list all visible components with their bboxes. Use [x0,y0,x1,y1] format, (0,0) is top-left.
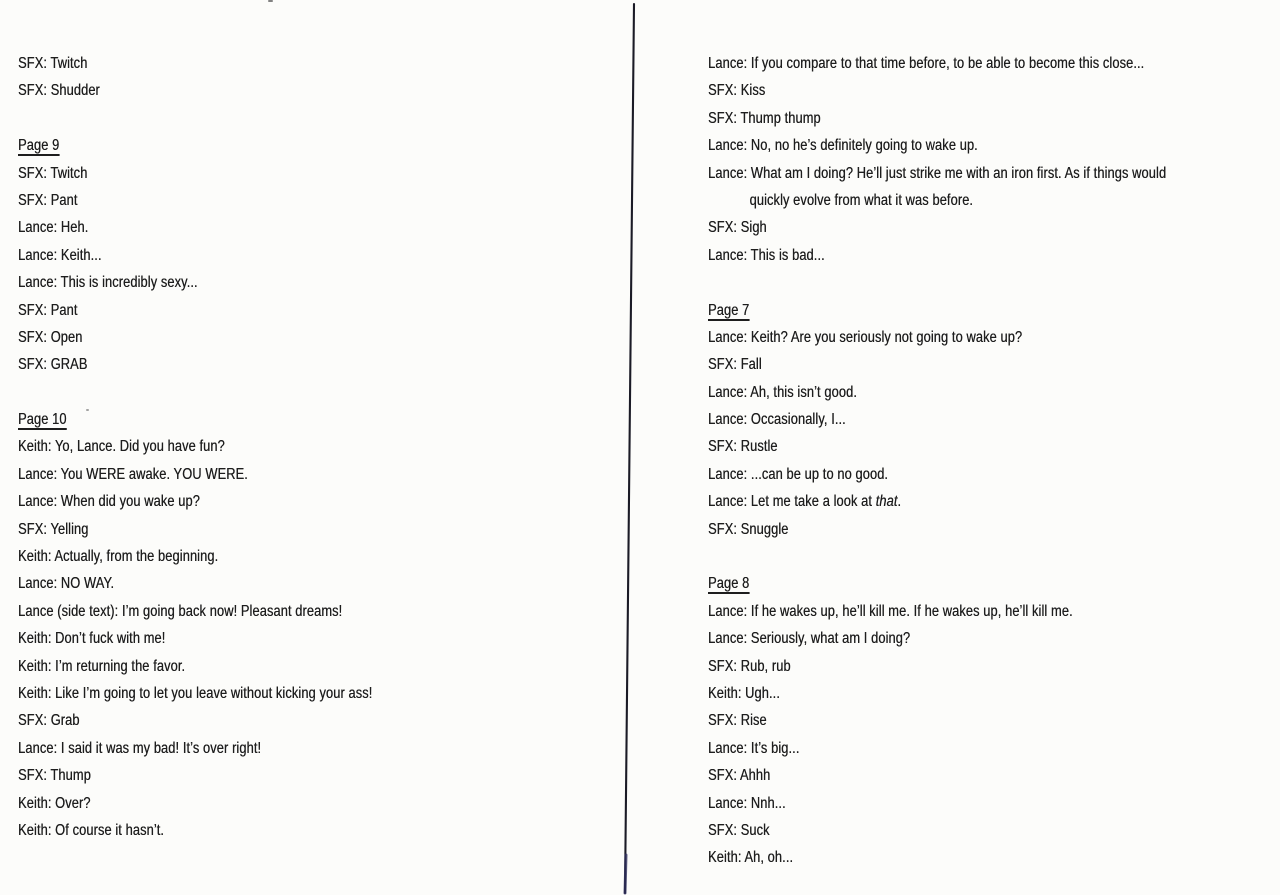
line-text: Keith: Of course it hasn’t. [18,821,164,839]
script-line [708,433,1166,460]
script-line [18,625,372,652]
script-line [18,77,372,104]
line-text: Lance (side text): I’m going back now! Pleasant dreams! [18,602,343,620]
line-text: SFX: Fall [708,356,762,374]
script-line [18,187,372,214]
line-text: SFX: Suck [708,821,770,839]
line-text: SFX: Snuggle [708,520,789,538]
italic-text: that [875,493,898,511]
script-line [708,680,1166,707]
line-text: Lance: If you compare to that time before, to be able to become this close... [708,55,1145,72]
script-line [708,844,1166,871]
line-text: Lance: Heh. [18,219,89,237]
line-text: SFX: Rub, rub [708,657,791,675]
script-line [18,461,372,488]
line-text: Lance: You WERE awake. YOU WERE. [18,465,248,483]
line-text: SFX: Open [18,328,83,346]
line-text: Page 9 [18,137,60,155]
line-text: SFX: Ahhh [708,767,771,785]
line-text: Lance: I said it was my bad! It’s over right! [18,739,262,757]
line-text: Lance: NO WAY. [18,575,115,593]
line-text: Keith: Don’t fuck with me! [18,630,166,648]
line-text: Lance: No, no he’s definitely going to wake up. [708,137,978,155]
line-text: Lance: If he wakes up, he’ll kill me. If he wakes up, he’ll kill me. [708,602,1073,620]
text-segment: Lance: Let me take a look at [708,493,876,511]
script-line [708,817,1166,844]
line-text: Keith: Actually, from the beginning. [18,548,219,566]
line-text: Keith: I’m returning the favor. [18,657,186,675]
script-line [708,160,1166,187]
line-text: quickly evolve from what it was before. [749,191,973,209]
line-text: Keith: Ugh... [708,684,780,702]
script-line [708,653,1166,680]
script-line [708,488,1166,515]
script-line [708,406,1166,433]
script-line [18,817,372,844]
script-line [708,790,1166,817]
line-text: Lance: ...can be up to no good. [708,465,888,483]
line-text: Lance: It’s big... [708,739,800,757]
script-line [18,707,372,734]
line-text: Page 10 [18,411,67,429]
script-line [18,433,372,460]
script-line [708,735,1166,762]
script-line [18,570,372,597]
blank-line [708,543,1166,570]
script-line [18,762,372,789]
script-line [708,132,1166,159]
line-text: Lance: Keith? Are you seriously not going to wake up? [708,328,1023,346]
text-segment: . [897,493,902,511]
script-line [18,269,372,296]
line-text: Lance: This is incredibly sexy... [18,274,198,292]
line-text: SFX: Thump thump [708,109,821,127]
line-text: SFX: Sigh [708,219,767,237]
scan-speck [86,409,89,411]
page-header [18,406,372,433]
scan-speck [268,0,273,2]
line-text: SFX: Rise [708,712,767,730]
script-line [708,105,1166,132]
script-line [708,379,1166,406]
line-text: SFX: Grab [18,712,80,730]
blank-line [18,379,372,406]
script-line [708,214,1166,241]
script-line [708,707,1166,734]
script-line [708,461,1166,488]
script-line [708,351,1166,378]
line-text: Lance: Seriously, what am I doing? [708,630,911,648]
line-text: Keith: Like I’m going to let you leave without kicking your ass! [18,684,373,702]
line-text: Lance: Keith... [18,246,102,264]
script-line [18,680,372,707]
script-line [708,187,1166,214]
blank-line [18,105,372,132]
line-text: SFX: Pant [18,301,78,319]
script-line [18,214,372,241]
line-text: Lance: Occasionally, I... [708,411,846,429]
script-line [708,598,1166,625]
line-text: Lance: Nnh... [708,794,786,812]
script-line [18,735,372,762]
line-text: Keith: Ah, oh... [708,849,794,867]
page-header [708,570,1166,597]
script-line [708,50,1166,77]
script-line [708,762,1166,789]
line-text [708,493,901,510]
script-line [708,77,1166,104]
line-text: SFX: Pant [18,191,78,209]
page-header [708,297,1166,324]
page-header [18,132,372,159]
script-line [18,543,372,570]
line-text: SFX: Twitch [18,164,88,182]
line-text: SFX: Twitch [18,55,88,72]
script-line [18,516,372,543]
script-line [18,297,372,324]
script-line [18,653,372,680]
line-text: Keith: Yo, Lance. Did you have fun? [18,438,225,456]
script-line [708,324,1166,351]
script-line [708,625,1166,652]
script-line [18,50,372,77]
left-page-column [18,50,372,844]
line-text: Page 7 [708,301,750,319]
blank-line [708,269,1166,296]
line-text: SFX: Yelling [18,520,89,538]
script-line [18,242,372,269]
line-text: Lance: When did you wake up? [18,493,200,511]
right-page-column [708,50,1166,872]
line-text: SFX: GRAB [18,356,88,374]
script-line [18,790,372,817]
line-text: SFX: Rustle [708,438,778,456]
line-text: SFX: Kiss [708,82,766,100]
script-line [18,488,372,515]
line-text: Keith: Over? [18,794,91,812]
script-line [18,598,372,625]
script-line [18,324,372,351]
line-text: Page 8 [708,575,750,593]
line-text: Lance: This is bad... [708,246,825,264]
line-text: Lance: What am I doing? He’ll just strike me with an iron first. As if things would [708,164,1167,182]
script-line [18,351,372,378]
line-text: Lance: Ah, this isn’t good. [708,383,857,401]
script-line [708,516,1166,543]
line-text: SFX: Shudder [18,82,100,100]
script-line [18,160,372,187]
line-text: SFX: Thump [18,767,91,785]
script-line [708,242,1166,269]
